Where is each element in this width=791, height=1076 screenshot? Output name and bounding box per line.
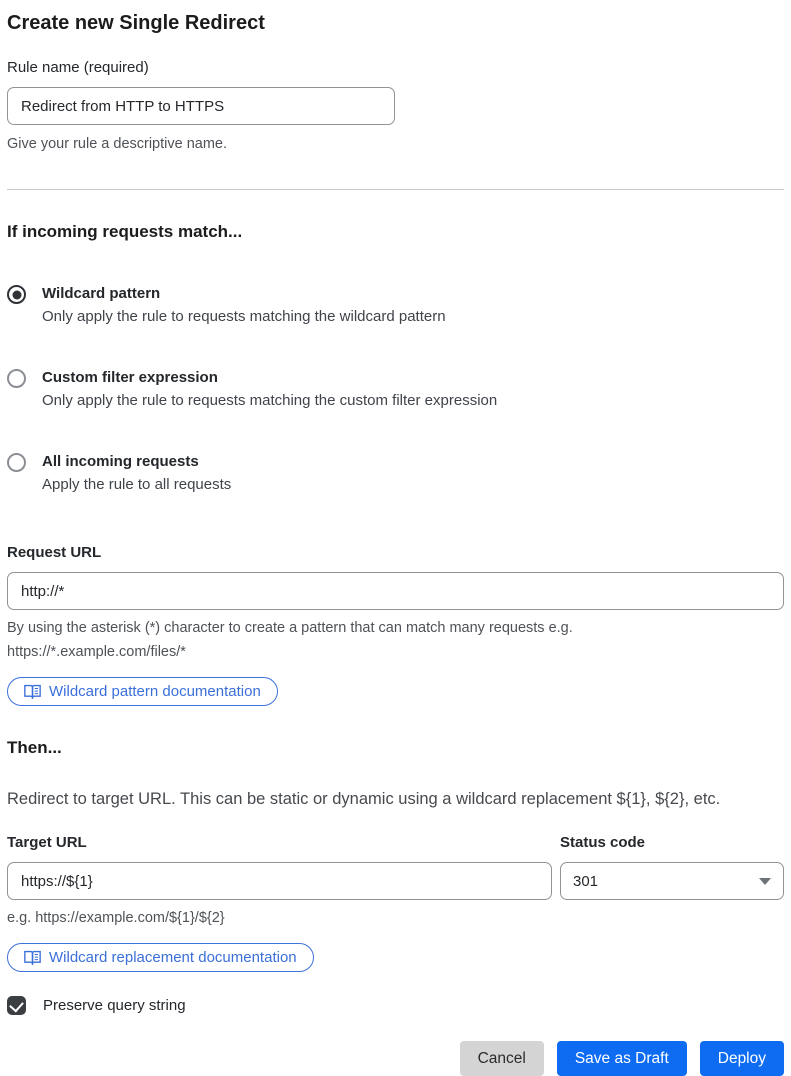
chevron-down-icon bbox=[759, 878, 771, 885]
preserve-query-checkbox-row[interactable] bbox=[7, 996, 784, 1015]
target-url-label: Target URL bbox=[7, 834, 87, 851]
preserve-query-label: Preserve query string bbox=[43, 997, 186, 1014]
radio-selected-icon[interactable] bbox=[7, 285, 26, 304]
radio-description: Apply the rule to all requests bbox=[42, 476, 232, 493]
status-code-value: 301 bbox=[573, 872, 599, 890]
footer-actions bbox=[7, 1041, 784, 1076]
save-as-draft-button[interactable]: Save as Draft bbox=[557, 1041, 687, 1076]
wildcard-pattern-doc-label: Wildcard pattern documentation bbox=[49, 683, 261, 700]
checkbox-checked-icon[interactable] bbox=[7, 996, 26, 1015]
target-status-row bbox=[7, 811, 784, 930]
radio-option-all-requests[interactable] bbox=[7, 451, 784, 497]
radio-label: All incoming requests bbox=[42, 453, 199, 470]
request-url-helper bbox=[7, 616, 784, 664]
wildcard-replacement-doc-button[interactable] bbox=[7, 943, 314, 972]
wildcard-pattern-doc-button[interactable] bbox=[7, 677, 278, 706]
radio-unselected-icon[interactable] bbox=[7, 369, 26, 388]
cancel-button[interactable]: Cancel bbox=[460, 1041, 544, 1076]
rule-name-helper: Give your rule a descriptive name. bbox=[7, 136, 228, 152]
then-description: Redirect to target URL. This can be static or dynamic using a wildcard replacement ${1}, ${2}, etc. bbox=[7, 790, 721, 808]
radio-label: Wildcard pattern bbox=[42, 285, 161, 302]
rule-name-input[interactable] bbox=[7, 87, 395, 125]
radio-option-wildcard-pattern[interactable] bbox=[7, 283, 784, 329]
request-url-label: Request URL bbox=[7, 544, 102, 561]
wildcard-replacement-doc-label: Wildcard replacement documentation bbox=[49, 949, 297, 966]
radio-description: Only apply the rule to requests matching the custom filter expression bbox=[42, 392, 498, 409]
status-code-label: Status code bbox=[560, 834, 646, 851]
request-url-helper-line1: By using the asterisk (*) character to create a pattern that can match many requests e.g. bbox=[7, 620, 573, 636]
target-url-input[interactable] bbox=[7, 862, 552, 900]
book-icon bbox=[24, 684, 41, 699]
page-title: Create new Single Redirect bbox=[7, 12, 265, 34]
radio-label: Custom filter expression bbox=[42, 369, 218, 386]
radio-option-custom-filter[interactable] bbox=[7, 367, 784, 413]
radio-unselected-icon[interactable] bbox=[7, 453, 26, 472]
request-url-input[interactable] bbox=[7, 572, 784, 610]
target-url-helper: e.g. https://example.com/${1}/${2} bbox=[7, 910, 225, 926]
match-section-heading: If incoming requests match... bbox=[7, 222, 243, 241]
deploy-button[interactable]: Deploy bbox=[700, 1041, 784, 1076]
rule-name-label: Rule name (required) bbox=[7, 59, 149, 76]
then-section-heading: Then... bbox=[7, 738, 62, 757]
book-icon bbox=[24, 950, 41, 965]
radio-description: Only apply the rule to requests matching the wildcard pattern bbox=[42, 308, 446, 325]
request-url-helper-line2: https://*.example.com/files/* bbox=[7, 644, 186, 660]
section-divider bbox=[7, 189, 784, 190]
status-code-select[interactable] bbox=[560, 862, 784, 900]
